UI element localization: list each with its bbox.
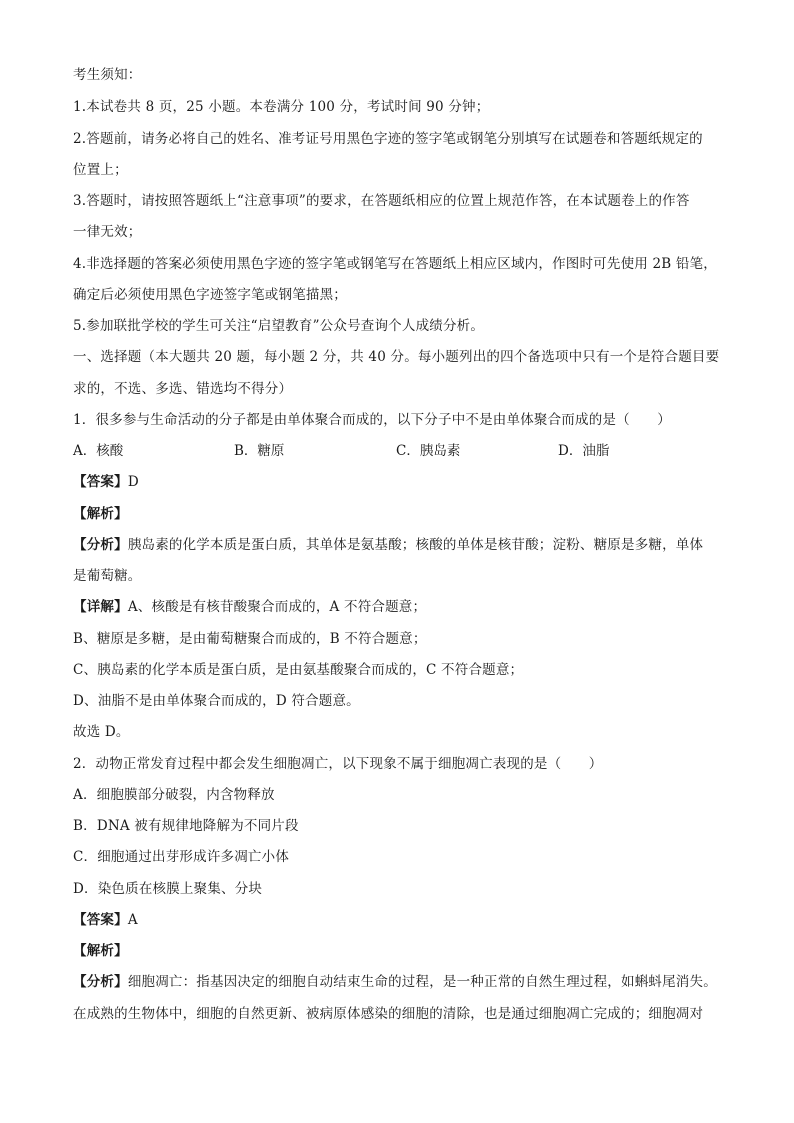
notice-item-4: 4.非选择题的答案必须使用黑色字迹的签字笔或钢笔写在答题纸上相应区域内，作图时可先使用 2B 铅笔， — [73, 256, 717, 272]
answer-tag: 【答案】 — [73, 912, 128, 928]
q1-detail-b: B、糖原是多糖，是由葡萄糖聚合而成的，B 不符合题意； — [73, 631, 427, 647]
q2-option-a: A．细胞膜部分破裂，内含物释放 — [73, 787, 275, 803]
q1-option-c: C．胰岛素 — [396, 443, 461, 459]
q1-option-d: D．油脂 — [558, 443, 610, 459]
detail-tag: 【详解】 — [73, 599, 128, 615]
q1-option-a: A．核酸 — [73, 443, 124, 459]
answer-tag: 【答案】 — [73, 474, 128, 490]
q1-detail-d: D、油脂不是由单体聚合而成的，D 符合题意。 — [73, 693, 360, 709]
analysis-tag: 【解析】 — [73, 506, 128, 522]
q2-fenxi-cont: 在成熟的生物体中，细胞的自然更新、被病原体感染的细胞的清除，也是通过细胞凋亡完成的；细胞凋对 — [73, 1006, 704, 1022]
notice-item-3-cont: 一律无效； — [73, 224, 142, 240]
section-heading-cont: 求的，不选、多选、错选均不得分） — [73, 381, 293, 397]
q1-option-b: B．糖原 — [234, 443, 285, 459]
q1-fenxi-text: 胰岛素的化学本质是蛋白质，其单体是氨基酸；核酸的单体是核苷酸；淀粉、糖原是多糖，单体 — [127, 537, 704, 553]
q1-detail-c: C、胰岛素的化学本质是蛋白质，是由氨基酸聚合而成的，C 不符合题意； — [73, 662, 524, 678]
q2-fenxi — [73, 973, 717, 991]
notice-item-5: 5.参加联批学校的学生可关注“启望教育”公众号查询个人成绩分析。 — [73, 318, 485, 334]
q2-fenxi-text: 细胞凋亡：指基因决定的细胞自动结束生命的过程，是一种正常的自然生理过程，如蝌蚪尾消失。 — [127, 974, 717, 990]
fenxi-tag: 【分析】 — [73, 537, 128, 553]
notice-item-2-cont: 位置上； — [73, 162, 128, 178]
q1-detail — [73, 598, 426, 616]
fenxi-tag: 【分析】 — [73, 974, 128, 990]
q2-option-b: B．DNA 被有规律地降解为不同片段 — [73, 818, 299, 834]
notice-item-2: 2.答题前，请务必将自己的姓名、准考证号用黑色字迹的签字笔或钢笔分别填写在试题卷和答题纸规定的 — [73, 131, 703, 147]
q2-option-d: D．染色质在核膜上聚集、分块 — [73, 881, 263, 897]
notice-item-4-cont: 确定后必须使用黑色字迹签字笔或钢笔描黑； — [73, 287, 347, 303]
q1-conclusion: 故选 D。 — [73, 724, 130, 740]
q1-fenxi — [73, 536, 703, 554]
q1-analysis-label — [73, 505, 128, 523]
notice-title: 考生须知： — [73, 67, 142, 83]
q1-detail-text: A、核酸是有核苷酸聚合而成的，A 不符合题意； — [127, 599, 427, 615]
notice-item-1: 1.本试卷共 8 页，25 小题。本卷满分 100 分，考试时间 90 分钟； — [73, 99, 490, 115]
q1-stem: 1．很多参与生命活动的分子都是由单体聚合而成的，以下分子中不是由单体聚合而成的是（ ） — [73, 412, 671, 428]
q2-answer-value: A — [127, 912, 138, 928]
q2-analysis-label — [73, 942, 128, 960]
q1-fenxi-cont: 是葡萄糖。 — [73, 568, 142, 584]
section-heading: 一、选择题（本大题共 20 题，每小题 2 分，共 40 分。每小题列出的四个备选项中只有一个是符合题目要 — [73, 349, 720, 365]
q2-answer — [73, 911, 138, 929]
analysis-tag: 【解析】 — [73, 943, 128, 959]
notice-item-3: 3.答题时，请按照答题纸上“注意事项”的要求，在答题纸相应的位置上规范作答，在本试题卷上的作答 — [73, 193, 690, 209]
q1-answer-value: D — [127, 474, 139, 490]
q2-option-c: C．细胞通过出芽形成许多凋亡小体 — [73, 849, 290, 865]
q1-answer — [73, 473, 139, 491]
q2-stem: 2．动物正常发育过程中都会发生细胞凋亡，以下现象不属于细胞凋亡表现的是（ ） — [73, 756, 603, 772]
